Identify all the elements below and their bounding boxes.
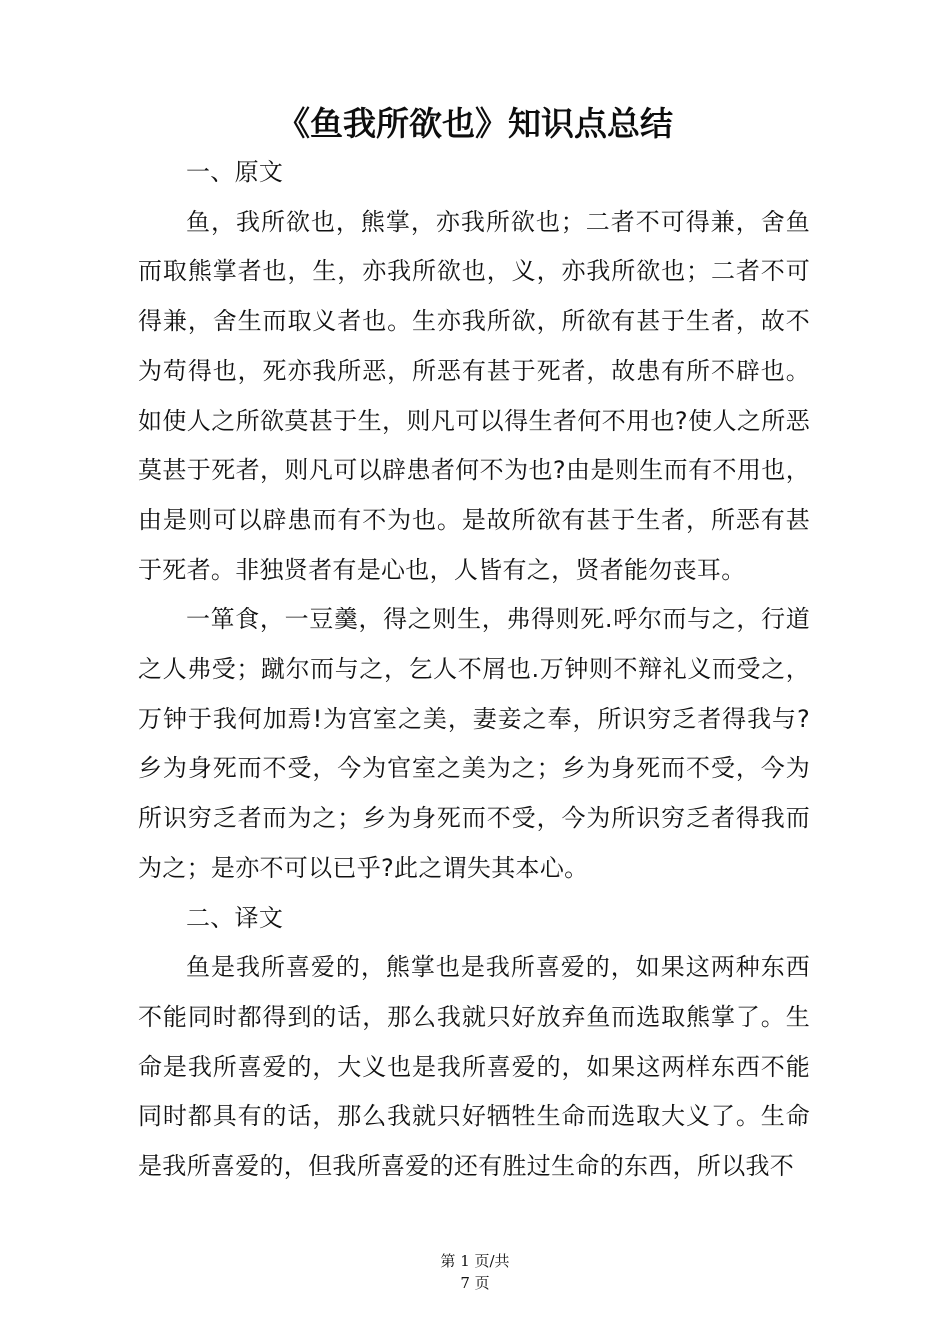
section-heading-original: 一、原文 xyxy=(186,158,284,186)
page-number-line2: 7 页 xyxy=(460,1274,490,1292)
page-footer xyxy=(0,1250,950,1294)
document-body xyxy=(138,148,810,1192)
section-heading-translation: 二、译文 xyxy=(186,903,284,932)
page-title: 《鱼我所欲也》知识点总结 xyxy=(277,104,673,143)
translation-paragraph-1: 鱼是我所喜爱的，熊掌也是我所喜爱的，如果这两种东西不能同时都得到的话，那么我就只好放弃鱼而选取熊掌了。生命是我所喜爱的，大义也是我所喜爱的，如果这两样东西不能同时都具有的话，那么我就只好牺牲生命而选取大义了。生命是我所喜爱的，但我所喜爱的还有胜过生命的东西，所以我不 xyxy=(138,953,810,1181)
page-number-line1: 第 1 页/共 xyxy=(440,1252,510,1270)
original-paragraph-2: 一箪食，一豆羹，得之则生，弗得则死.呼尔而与之，行道之人弗受；蹴尔而与之，乞人不屑也.万钟则不辩礼义而受之，万钟于我何加焉!为宫室之美，妻妾之奉，所识穷乏者得我与?乡为身死而不受，今为官室之美为之；乡为身死而不受，今为所识穷乏者而为之；乡为身死而不受，今为所识穷乏者得我而为之；是亦不可以已乎?此之谓失其本心。 xyxy=(138,605,810,882)
original-paragraph-1: 鱼，我所欲也，熊掌，亦我所欲也；二者不可得兼，舍鱼而取熊掌者也，生，亦我所欲也，义，亦我所欲也；二者不可得兼，舍生而取义者也。生亦我所欲，所欲有甚于生者，故不为苟得也，死亦我所恶，所恶有甚于死者，故患有所不辟也。如使人之所欲莫甚于生，则凡可以得生者何不用也?使人之所恶莫甚于死者，则凡可以辟患者何不为也?由是则生而有不用也，由是则可以辟患而有不为也。是故所欲有甚于生者，所恶有甚于死者。非独贤者有是心也，人皆有之，贤者能勿丧耳。 xyxy=(138,207,810,584)
